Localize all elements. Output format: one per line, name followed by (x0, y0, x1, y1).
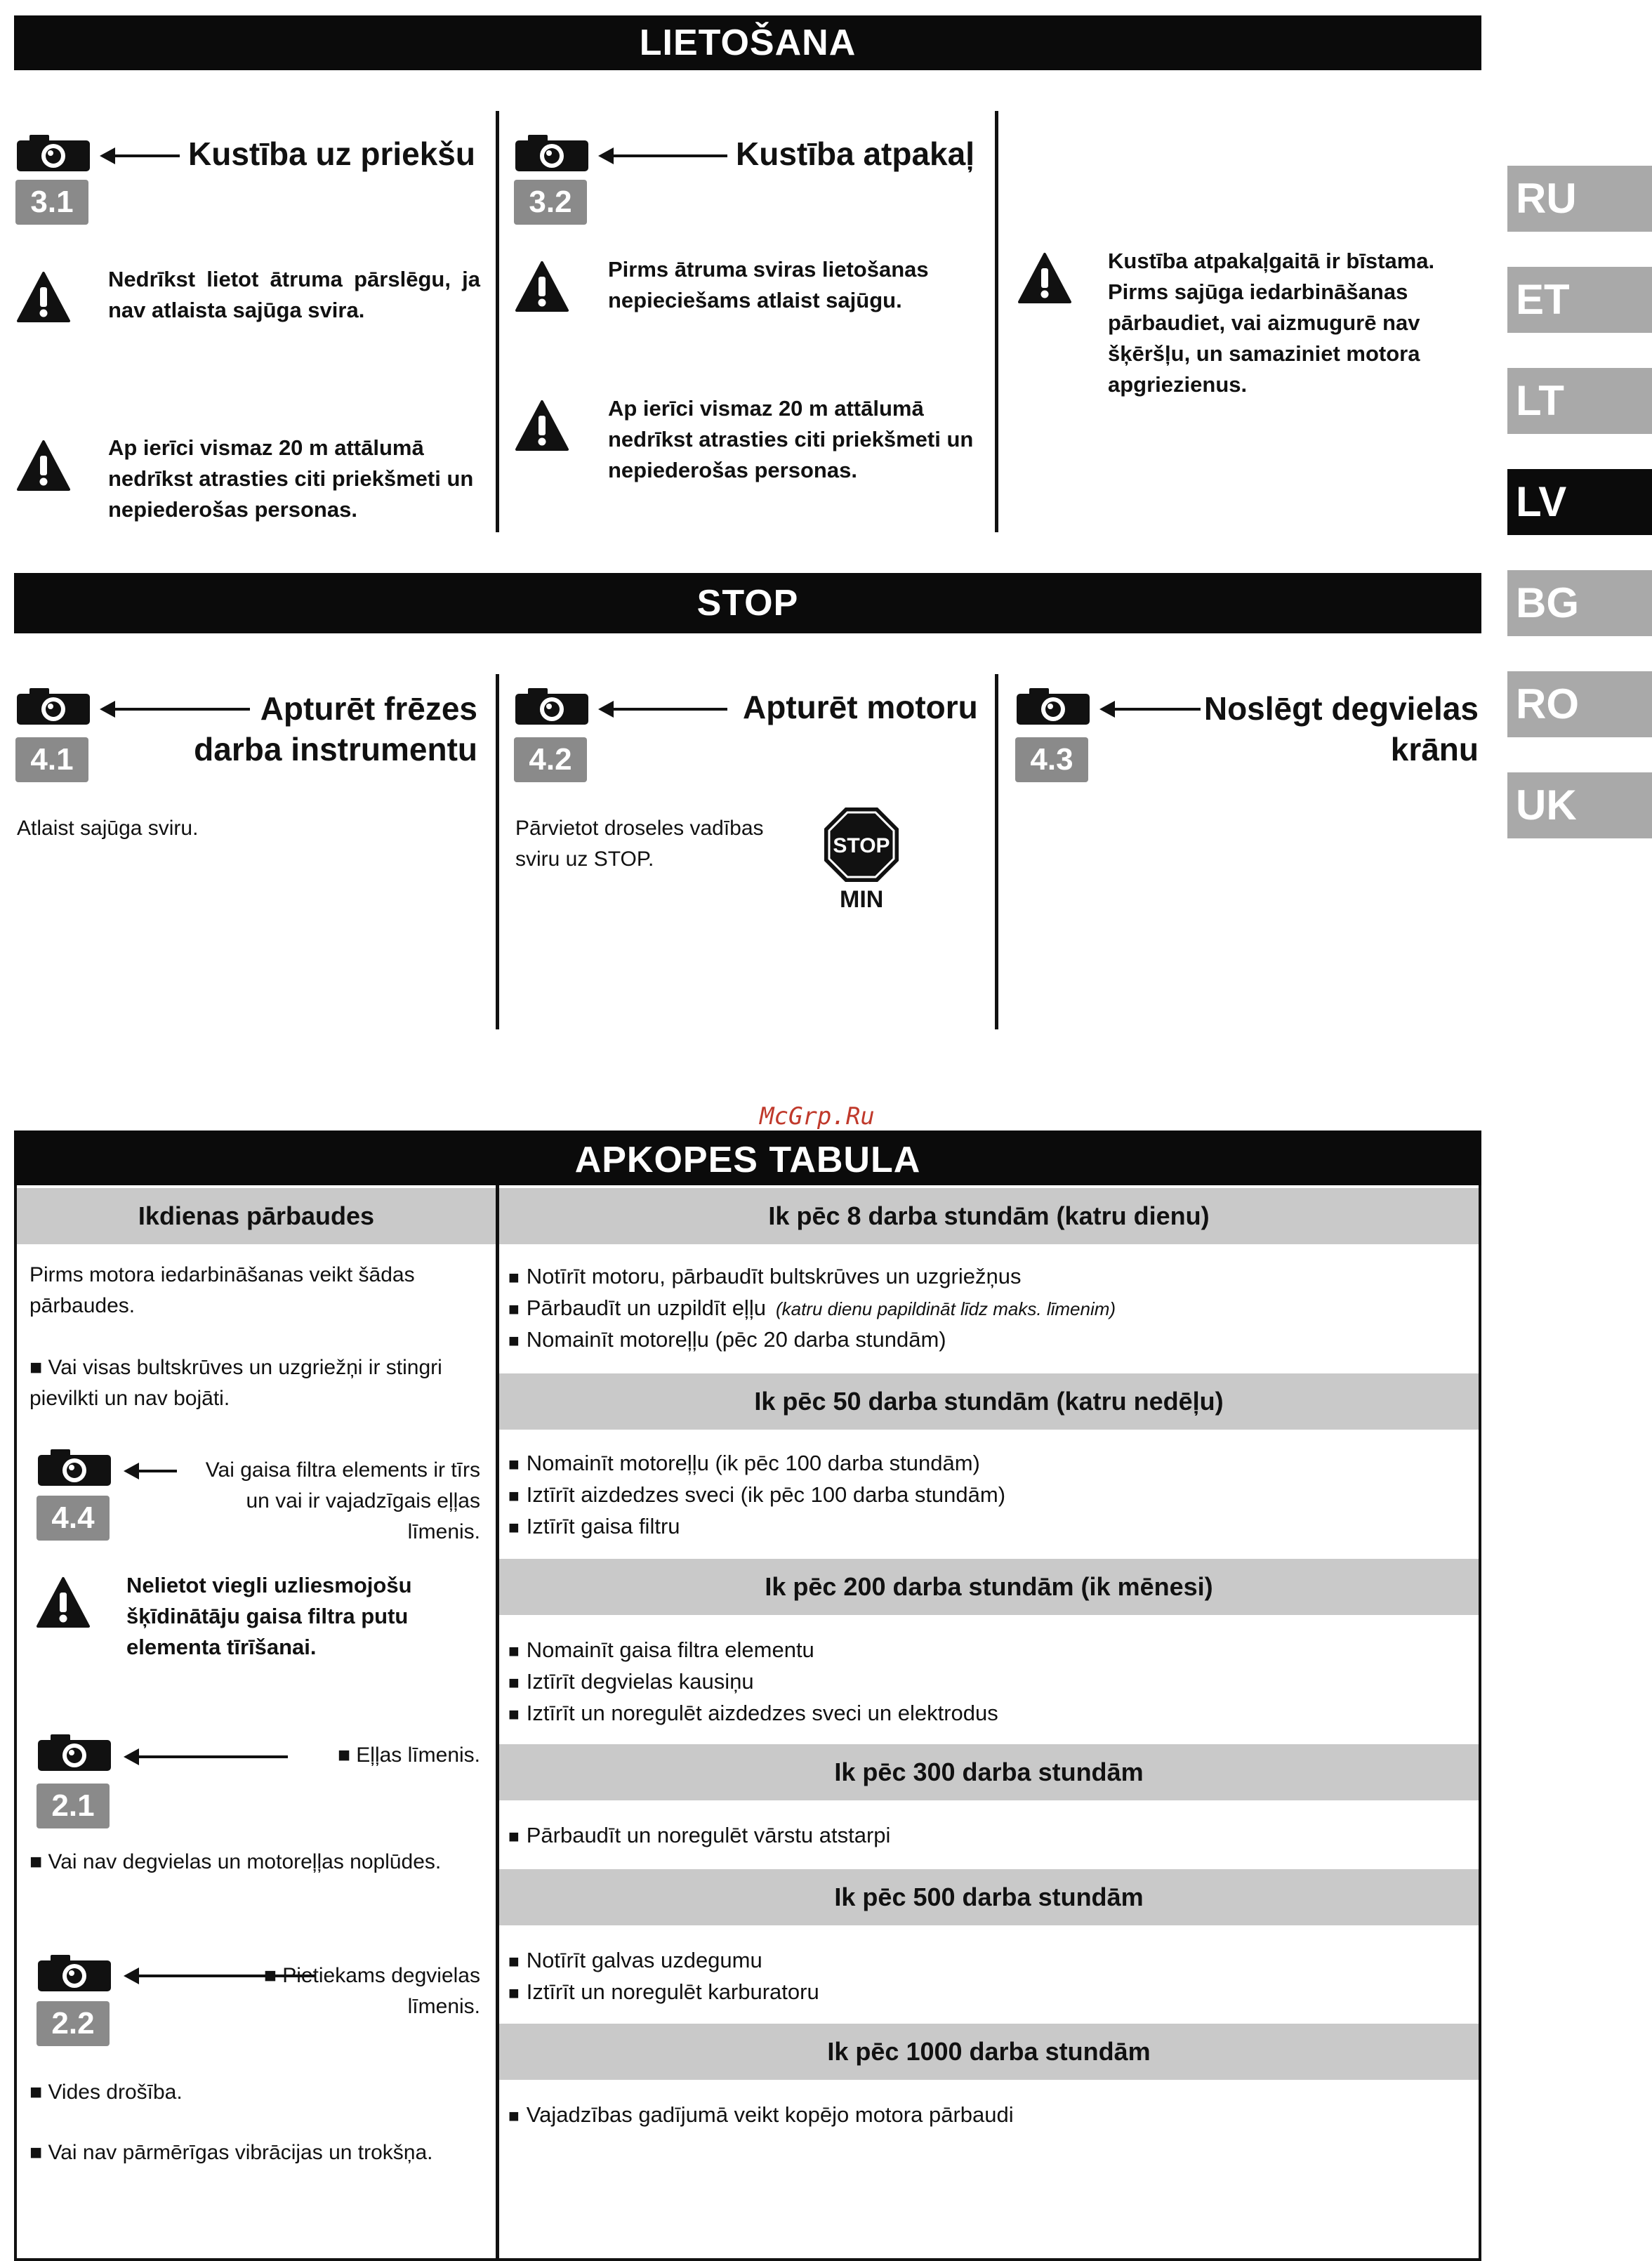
divider (995, 111, 998, 532)
task-list (508, 1945, 1470, 2008)
warning-icon (17, 439, 70, 492)
figure-badge: 3.2 (514, 180, 587, 225)
divider (496, 111, 499, 532)
tab-lt[interactable]: LT (1507, 368, 1652, 434)
tab-bg[interactable]: BG (1507, 570, 1652, 636)
figure-badge: 2.1 (37, 1784, 110, 1828)
task-item: ■ Pārbaudīt un noregulēt vārstu atstarpi (508, 1820, 1470, 1852)
camera-icon (514, 687, 590, 726)
task-item: ■ Nomainīt motoreļļu (pēc 20 darba stundām) (508, 1324, 1470, 1356)
warning-icon (17, 270, 70, 324)
task-list (508, 2100, 1470, 2131)
task-item: ■ Notīrīt galvas uzdegumu (508, 1945, 1470, 1977)
section-heading: Noslēgt degvielas krānu (1203, 690, 1479, 767)
task-list (508, 1820, 1470, 1852)
figure-badge: 3.1 (15, 180, 88, 225)
task-list (508, 1448, 1470, 1543)
check-item: ■ Vai nav degvielas un motoreļļas noplūdes. (29, 1850, 442, 1873)
section-heading: Kustība uz priekšu (188, 136, 475, 172)
interval-header: Ik pēc 200 darba stundām (ik mēnesi) (499, 1559, 1479, 1615)
instruction-text: Atlaist sajūga sviru. (17, 817, 199, 840)
task-note: (katru dienu papildināt līdz maks. līmenim) (775, 1298, 1116, 1319)
task-item: ■ Iztīrīt gaisa filtru (508, 1511, 1470, 1543)
figure-badge: 4.1 (15, 737, 88, 782)
interval-header: Ik pēc 8 darba stundām (katru dienu) (499, 1188, 1479, 1244)
interval-header: Ik pēc 50 darba stundām (katru nedēļu) (499, 1373, 1479, 1430)
task-item: ■ Iztīrīt degvielas kausiņu (508, 1666, 1470, 1698)
tab-ru[interactable]: RU (1507, 166, 1652, 232)
divider (995, 674, 998, 1029)
warning-text: Pirms ātruma sviras lietošanas nepieciešams atlaist sajūgu. (608, 257, 929, 312)
warning-text: Nelietot viegli uzliesmojošu šķīdinātāju gaisa filtra putu elementa tīrīšanai. (126, 1573, 412, 1659)
stop-sign-icon (823, 806, 900, 883)
lietosana-banner: LIETOŠANA (14, 15, 1481, 70)
tab-lv[interactable]: LV (1507, 469, 1652, 535)
section-heading: Apturēt frēzes darba instrumentu (194, 690, 477, 767)
arrow-icon (601, 708, 727, 711)
camera-icon (15, 133, 91, 173)
bullet-icon: ■ (337, 1743, 357, 1767)
task-item: ■ Vajadzības gadījumā veikt kopējo motora pārbaudi (508, 2100, 1470, 2131)
camera-icon (514, 133, 590, 173)
camera-icon (37, 1448, 112, 1487)
arrow-icon (1102, 708, 1201, 711)
tab-uk[interactable]: UK (1507, 772, 1652, 838)
task-item: ■ Nomainīt motoreļļu (ik pēc 100 darba stundām) (508, 1448, 1470, 1479)
table-divider (496, 1185, 499, 2260)
figure-badge: 2.2 (37, 2001, 110, 2046)
bullet-icon: ■ (29, 1850, 48, 1873)
task-item: ■ Pārbaudīt un uzpildīt eļļu (katru dienu papildināt līdz maks. līmenim) (508, 1293, 1470, 1324)
daily-checks-header: Ikdienas pārbaudes (17, 1188, 496, 1244)
warning-text: Ap ierīci vismaz 20 m attālumā nedrīkst atrasties citi priekšmeti un nepiederošas personas. (608, 396, 974, 482)
arrow-icon (601, 154, 727, 157)
check-item: ■ Vides drošība. (29, 2081, 183, 2104)
task-item: ■ Notīrīt motoru, pārbaudīt bultskrūves un uzgriežņus (508, 1261, 1470, 1293)
task-list (508, 1635, 1470, 1729)
check-item: ■ Vai visas bultskrūves un uzgriežņi ir stingri pievilkti un nav bojāti. (29, 1356, 442, 1410)
interval-header: Ik pēc 500 darba stundām (499, 1869, 1479, 1925)
warning-text: Kustība atpakaļgaitā ir bīstama. Pirms sajūga iedarbināšanas pārbaudiet, vai aizmugurē nav šķēršļu, un samaziniet motora apgriezienus. (1108, 249, 1435, 397)
figure-badge: 4.4 (37, 1496, 110, 1541)
section-heading: Kustība atpakaļ (736, 136, 974, 172)
watermark: McGrp.Ru (760, 1102, 875, 1130)
intro-text: Pirms motora iedarbināšanas veikt šādas pārbaudes. (29, 1263, 415, 1317)
arrow-icon (103, 154, 180, 157)
instruction-text: Pārvietot droseles vadības sviru uz STOP. (515, 817, 764, 871)
task-item: ■ Iztīrīt un noregulēt karburatoru (508, 1977, 1470, 2008)
bullet-icon: ■ (29, 1356, 48, 1379)
arrow-icon (126, 1755, 288, 1758)
warning-text: Ap ierīci vismaz 20 m attālumā nedrīkst atrasties citi priekšmeti un nepiederošas personas. (108, 435, 474, 522)
tab-et[interactable]: ET (1507, 267, 1652, 333)
interval-header: Ik pēc 300 darba stundām (499, 1744, 1479, 1800)
check-item: ■ Pietiekams degvielas līmenis. (263, 1964, 480, 2018)
apkopes-banner: APKOPES TABULA (14, 1130, 1481, 1185)
interval-header: Ik pēc 1000 darba stundām (499, 2024, 1479, 2080)
task-item: ■ Nomainīt gaisa filtra elementu (508, 1635, 1470, 1666)
min-label: MIN (840, 886, 884, 913)
figure-badge: 4.3 (1015, 737, 1088, 782)
task-list (508, 1261, 1470, 1356)
divider (496, 674, 499, 1029)
check-item: ■ Eļļas līmenis. (337, 1743, 480, 1767)
bullet-icon: ■ (29, 2081, 48, 2104)
figure-badge: 4.2 (514, 737, 587, 782)
warning-text: Nedrīkst lietot ātruma pārslēgu, ja nav atlaista sajūga svira. (108, 267, 480, 322)
camera-icon (37, 1733, 112, 1772)
warning-icon (37, 1576, 90, 1629)
arrow-icon (126, 1470, 177, 1472)
bullet-icon: ■ (29, 2141, 48, 2164)
check-item: ■ Vai nav pārmērīgas vibrācijas un trokšņa. (29, 2141, 433, 2164)
warning-icon (515, 260, 569, 313)
tab-ro[interactable]: RO (1507, 671, 1652, 737)
task-item: ■ Iztīrīt un noregulēt aizdedzes sveci un elektrodus (508, 1698, 1470, 1729)
camera-icon (37, 1953, 112, 1993)
camera-icon (1015, 687, 1091, 726)
bullet-icon: ■ (263, 1964, 283, 1987)
section-heading: Apturēt motoru (743, 689, 978, 725)
camera-icon (15, 687, 91, 726)
check-item: Vai gaisa filtra elements ir tīrs un vai ir vajadzīgais eļļas līmenis. (205, 1458, 480, 1543)
warning-icon (1018, 251, 1071, 305)
warning-icon (515, 399, 569, 452)
stop-sign-text: STOP (833, 834, 890, 857)
task-item: ■ Iztīrīt aizdedzes sveci (ik pēc 100 darba stundām) (508, 1479, 1470, 1511)
stop-banner: STOP (14, 573, 1481, 633)
